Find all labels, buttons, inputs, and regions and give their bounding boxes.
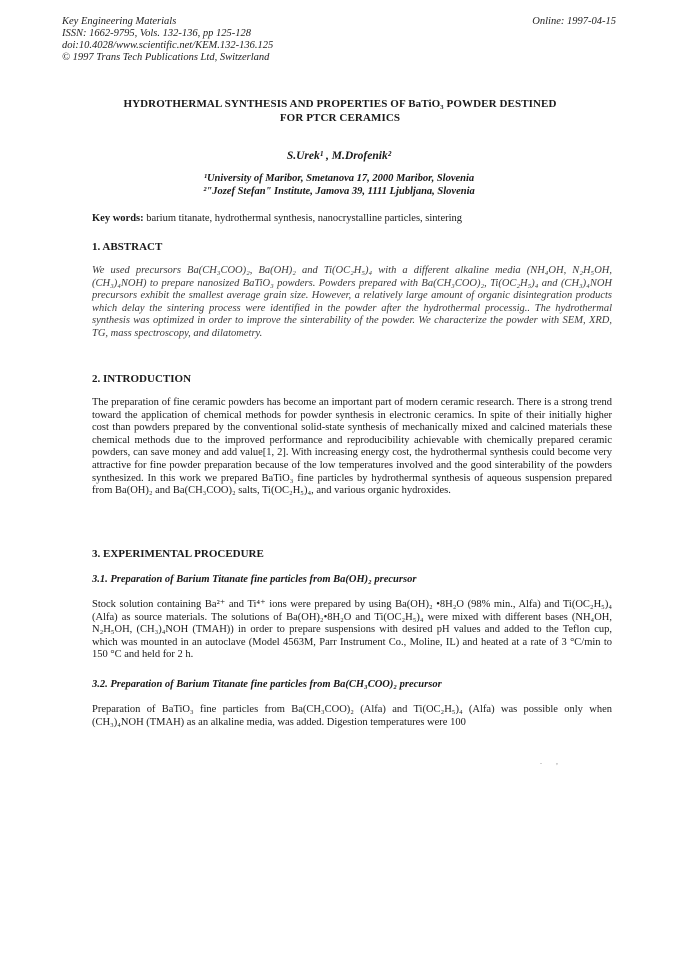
experimental-heading: 3. EXPERIMENTAL PROCEDURE [92, 548, 264, 560]
doi-line[interactable]: doi:10.4028/www.scientific.net/KEM.132-136.125 [62, 40, 274, 51]
journal-header [62, 16, 273, 64]
online-date: Online: 1997-04-15 [532, 16, 616, 27]
keywords-text: barium titanate, hydrothermal synthesis, nanocrystalline particles, sintering [143, 213, 463, 224]
introduction-heading: 2. INTRODUCTION [92, 373, 192, 385]
abstract-heading: 1. ABSTRACT [92, 241, 163, 253]
keywords-label: Key words: [92, 213, 144, 224]
abstract-text: We used precursors Ba(CH₃COO)₂, Ba(OH)₂ and Ti(OC₂H₅)₄ with a different alkaline media (NH₄OH, N₂H₅OH, (CH₃)₄NOH) to prepare nanosized BaTiO₃ powders. Powders prepared with Ba(CH₃COO)₂, Ti(OC₂H₅)₄ and (CH₃)₄NOH precursors exhibit the smallest average grain size. However, a relatively large amount of organic disintegration products which delay the sintering process were identified in the powder after the hydrothermal processig.. The hydrothermal synthesis was optimized in order to improve the sinterability of the powder. We characterize the powder with SEM, XRD, TG, mass spectroscopy, and dilatometry. [92, 265, 612, 339]
affiliation-1: ¹University of Maribor, Smetanova 17, 2000 Maribor, Slovenia [203, 173, 475, 184]
journal-name: Key Engineering Materials [62, 16, 177, 27]
affiliation-2: ²"Jozef Stefan" Institute, Jamova 39, 1111 Ljubljana, Slovenia [203, 185, 475, 197]
issn-line: ISSN: 1662-9795, Vols. 132-136, pp 125-128 [62, 28, 251, 39]
copyright-line: © 1997 Trans Tech Publications Ltd, Switzerland [62, 52, 270, 63]
scan-artifact: . , [540, 757, 564, 766]
subsection-3-2-text: Preparation of BaTiO₃ fine particles from Ba(CH₃COO)₂ (Alfa) and Ti(OC₂H₅)₄ (Alfa) was possible only when (CH₃)₄NOH (TMAH) as an alkaline media, was added. Digestion temperatures were 100 [92, 704, 612, 728]
authors: S.Urek¹ , M.Drofenik² [286, 150, 392, 162]
affiliations [0, 173, 678, 198]
title-line-2: FOR PTCR CERAMICS [279, 112, 401, 124]
subsection-3-1-heading: 3.1. Preparation of Barium Titanate fine particles from Ba(OH)₂ precursor [92, 574, 417, 585]
introduction-text: The preparation of fine ceramic powders has become an important part of modern ceramic research. There is a strong trend toward the application of chemical methods for powder synthesis in electronic ceramics. In spite of their initially higher cost than powders prepared by the conventional solid-state synthesis of mechanically mixed and calcined materials these chemical methods due to the improved performance and reproducibility achievable with chemically prepared ceramic powders, can save money and add value[1, 2]. With increasing energy cost, the hydrothermal synthesis could become very attractive for fine powder preparation because of the low temperatures involved and the good sinterability of the powders synthesized. In this work we prepared BaTiO₃ fine particles by hydrothermal synthesis of aqueous suspension prepared from Ba(OH)₂ and Ba(CH₃COO)₂ salts, Ti(OC₂H₅)₄, and various organic hydroxides. [92, 397, 612, 497]
title-line-1: HYDROTHERMAL SYNTHESIS AND PROPERTIES OF BaTiO₃ POWDER DESTINED [123, 98, 557, 110]
subsection-3-2-heading: 3.2. Preparation of Barium Titanate fine particles from Ba(CH₃COO)₂ precursor [92, 679, 442, 690]
paper-title [100, 97, 580, 125]
keywords [92, 213, 462, 224]
subsection-3-1-text: Stock solution containing Ba²⁺ and Ti⁴⁺ ions were prepared by using Ba(OH)₂ •8H₂O (98% min., Alfa) and Ti(OC₂H₅)₄ (Alfa) as source materials. The solutions of Ba(OH)₂•8H₂O and Ti(OC₂H₅)₄ were mixed with different bases (NH₄OH, N₂H₅OH, (CH₃)₄NOH (TMAH)) in order to prepare suspensions with desired pH values and added to the Teflon cup, which was mounted in an autoclave (Model 4563M, Parr Instrument Co., Moline, IL) and heated at a rate of 3 °C/min to 150 °C and held for 2 h. [92, 599, 612, 661]
